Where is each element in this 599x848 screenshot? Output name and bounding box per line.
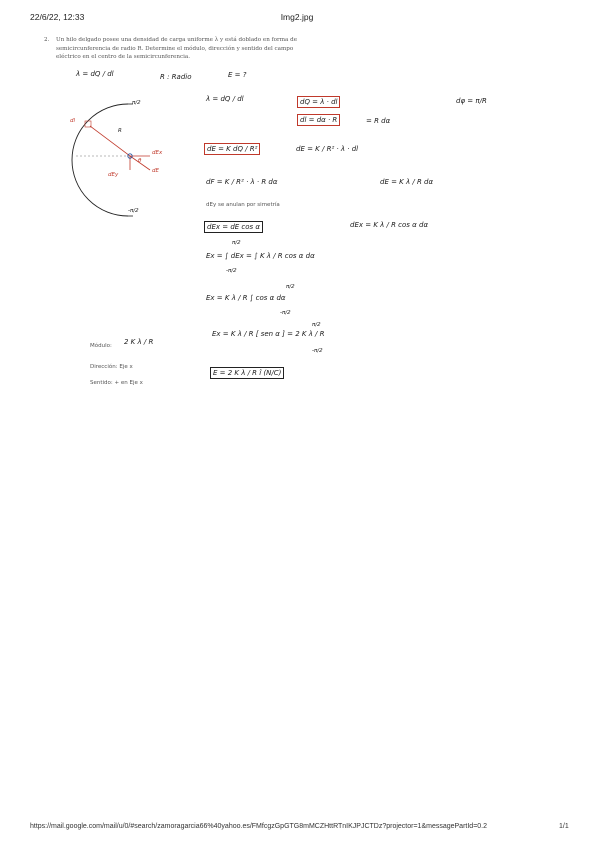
lim-top-2: π/2 xyxy=(286,284,295,290)
label-dEy: dEy xyxy=(108,172,119,178)
eq-dEx2: dEx = K λ / R cos α dα xyxy=(350,221,429,229)
problem-statement xyxy=(44,36,301,62)
answer-modulo-value: 2 K λ / R xyxy=(124,338,154,346)
lambda-definition: λ = dQ / dl xyxy=(76,70,114,78)
label-bottom-limit: -π/2 xyxy=(128,208,139,214)
eq-dQ: dQ = λ · dl xyxy=(297,96,340,108)
eq-dl: dl = dα · R xyxy=(297,114,340,126)
eq-dE: dE = K dQ / R² xyxy=(204,143,260,155)
eq-dEx: dEx = dE cos α xyxy=(204,221,263,233)
footer-page-number: 1/1 xyxy=(559,823,569,830)
answer-modulo-label: Módulo: xyxy=(90,343,112,349)
unknown-field: E = ? xyxy=(228,71,247,79)
answer-direction: Dirección: Eje x xyxy=(90,364,133,370)
lim-top-1: π/2 xyxy=(232,240,241,246)
lim-bot-3: -π/2 xyxy=(312,348,323,354)
lim-bot-2: -π/2 xyxy=(280,310,291,316)
footer-url: https://mail.google.com/mail/u/0/#search/zamoragarcia66%40yahoo.es/FMfcgzGpGTG8mMCZHttRTnIKJPJCTDz?projector=1&messagePartId=0.2 xyxy=(30,823,488,830)
radius-line xyxy=(90,126,130,156)
eq-dl-result: = R dα xyxy=(366,117,391,125)
semicircle-arc xyxy=(72,104,128,216)
label-dl: dl xyxy=(70,118,76,124)
eq-dphi: dφ = π/R xyxy=(456,97,487,105)
eq-dE2: dE = K / R² · λ · dl xyxy=(296,145,359,153)
eq-final: E = 2 K λ / R î (N/C) xyxy=(210,367,284,379)
eq-integral-2: Ex = K λ / R ∫ cos α dα xyxy=(206,294,286,302)
label-top-limit: π/2 xyxy=(132,100,141,106)
label-dE: dE xyxy=(152,168,159,174)
eq-dE3: dE = K λ / R dα xyxy=(380,178,434,186)
label-radius: R xyxy=(118,128,122,134)
eq-lambda: λ = dQ / dl xyxy=(206,95,244,103)
answer-sense: Sentido: + en Eje x xyxy=(90,380,143,386)
print-datetime: 22/6/22, 12:33 xyxy=(30,12,85,22)
lim-bot-1: -π/2 xyxy=(226,268,237,274)
eq-integral-1: Ex = ∫ dEx = ∫ K λ / R cos α dα xyxy=(206,252,315,260)
label-dEx: dEx xyxy=(152,150,163,156)
problem-number: 2. xyxy=(44,37,50,43)
eq-dF: dF = K / R² · λ · R dα xyxy=(206,178,278,186)
document-title: Img2.jpg xyxy=(280,12,314,22)
problem-text: Un hilo delgado posee una densidad de carga uniforme λ y está doblado en forma de semicircunferencia de radio R. Determine el módulo, dirección y sentido del campo eléctrico en el centro de la semicircunferencia. xyxy=(56,37,298,60)
radius-note: R : Radio xyxy=(160,73,192,81)
eq-integral-3: Ex = K λ / R [ sen α ] = 2 K λ / R xyxy=(212,330,325,338)
note-symmetry: dEy se anulan por simetría xyxy=(206,202,280,208)
label-theta: θ xyxy=(138,158,142,164)
lim-top-3: π/2 xyxy=(312,322,321,328)
